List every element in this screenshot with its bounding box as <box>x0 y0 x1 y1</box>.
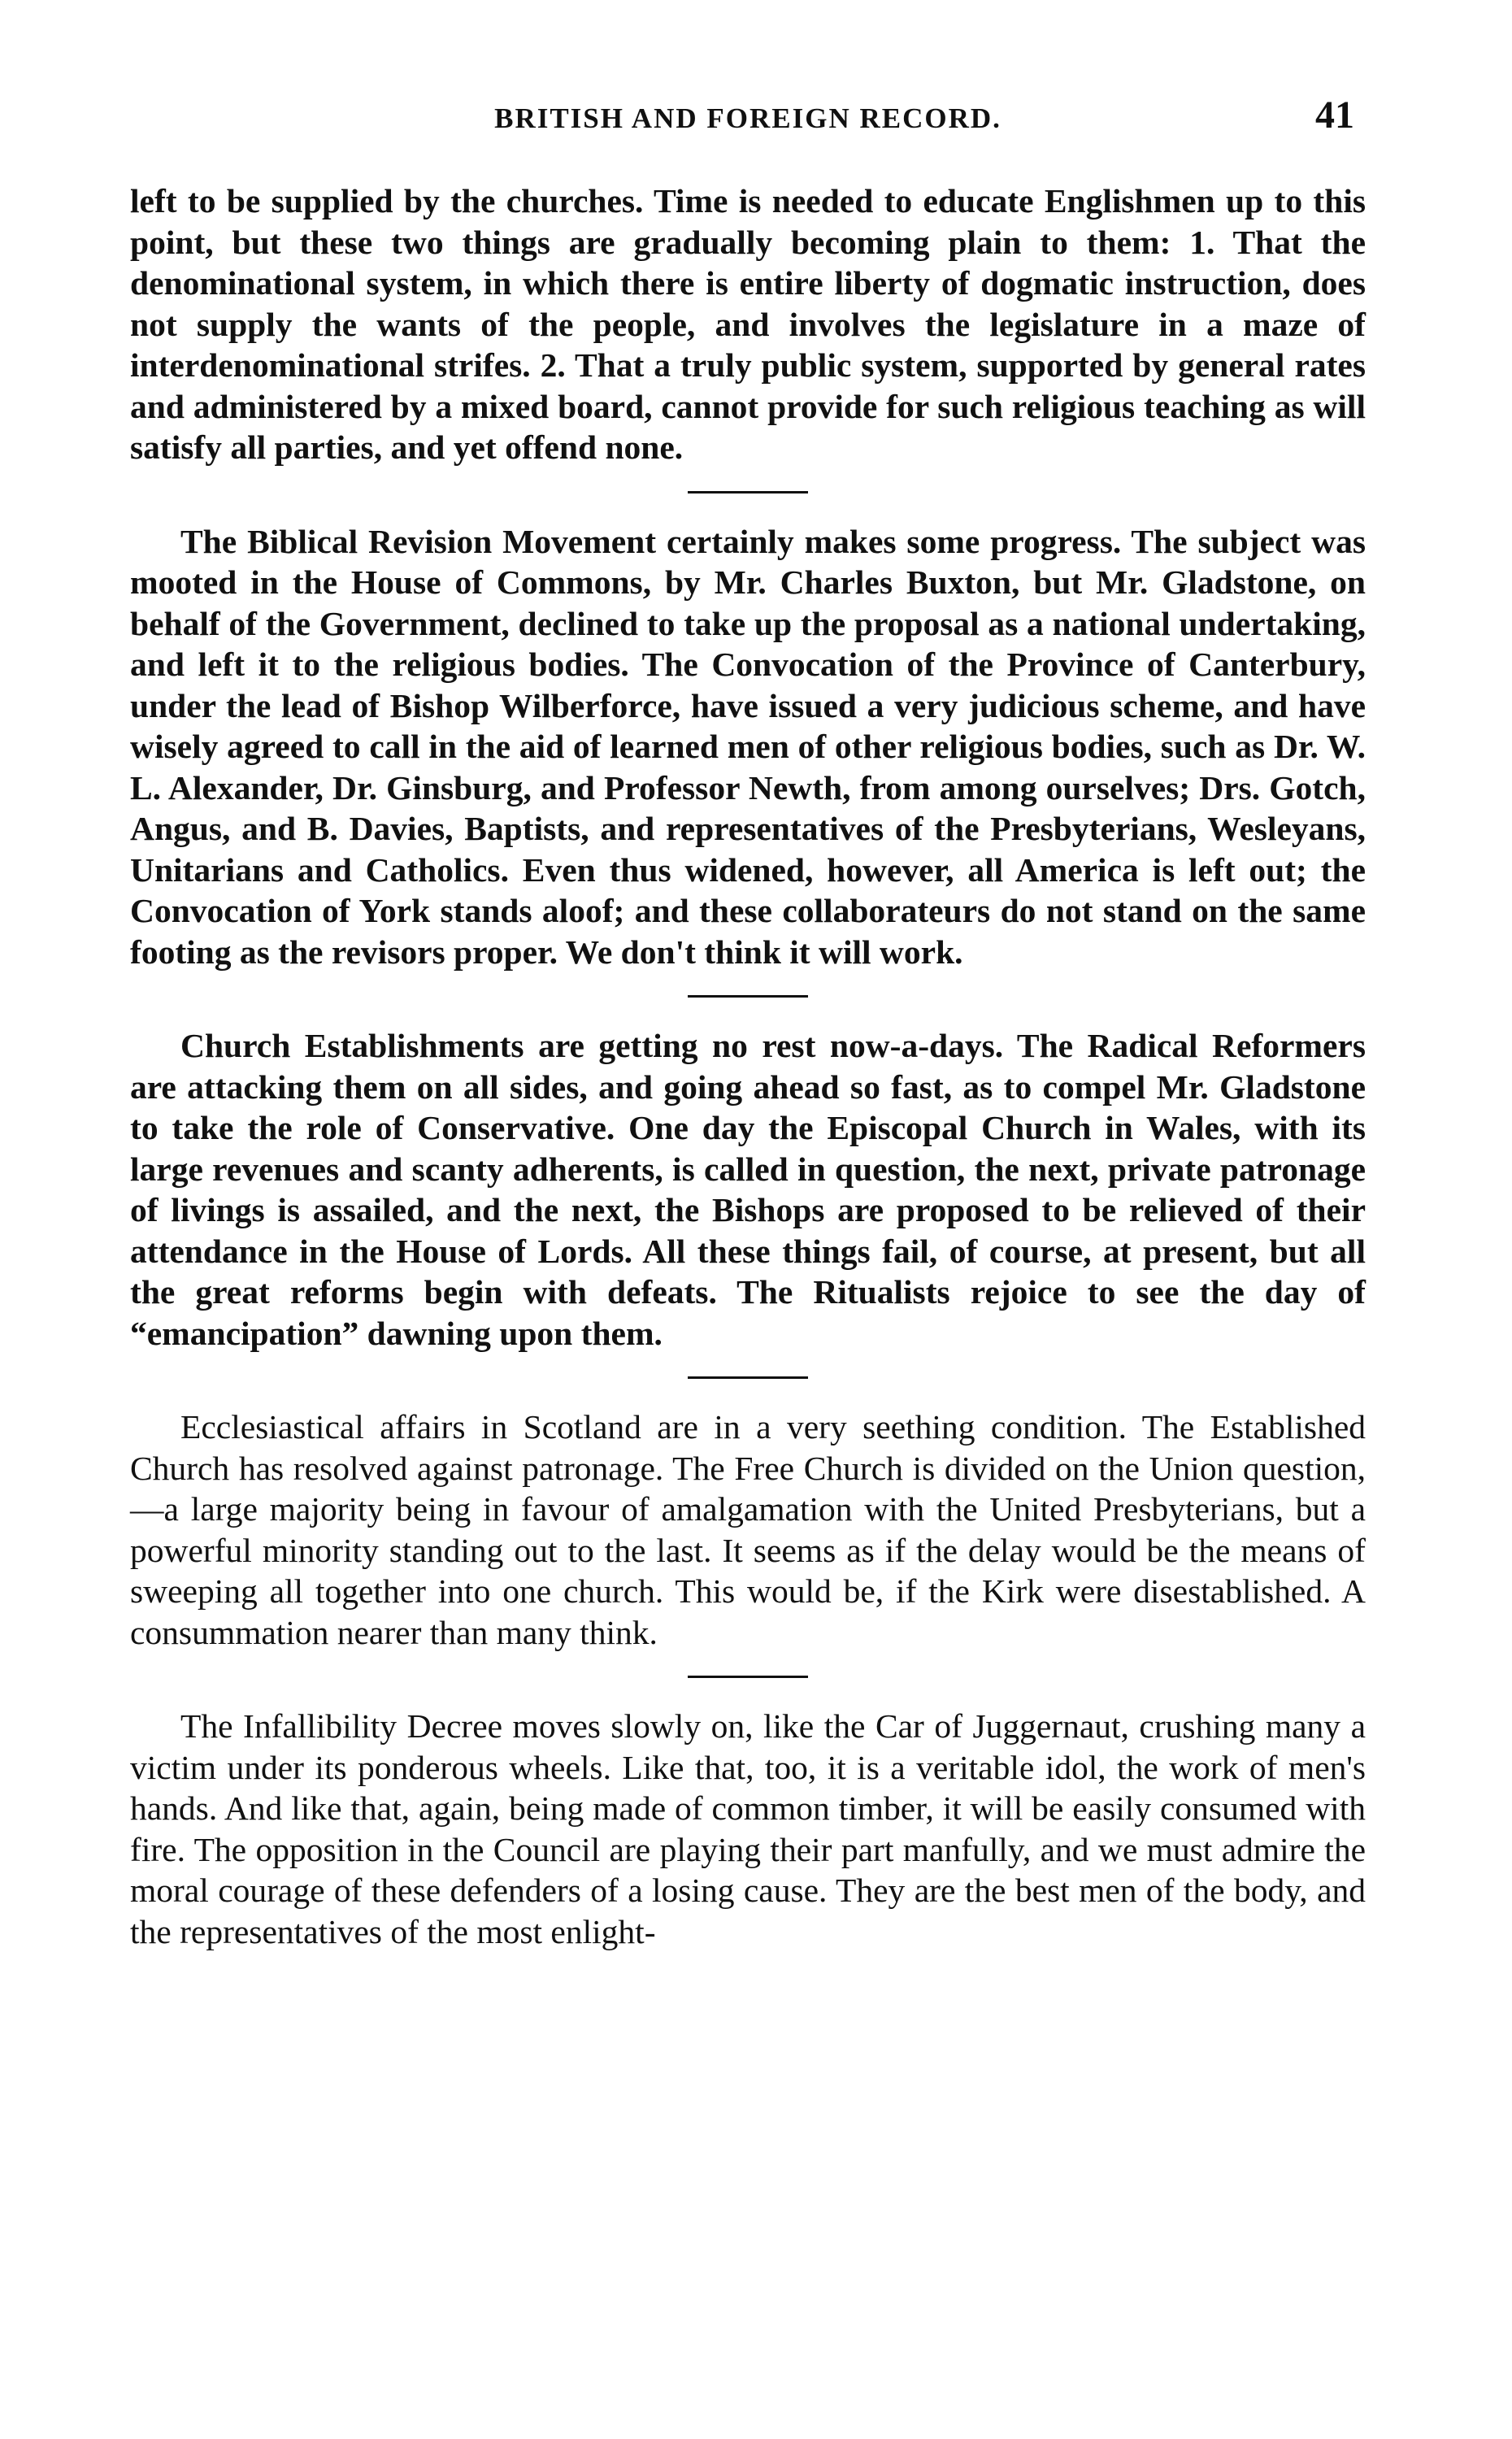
section-divider <box>688 1676 808 1678</box>
paragraph-infallibility: The Infallibility Decree moves slowly on, like the Car of Juggernaut, crushing many a victim under its ponderous wheels. Like that, too, it is a veritable idol, the work of men's hands. And like that, again, being made of common timber, it will be easily consumed with fire. The opposition in the Council are playing their part manfully, and we must admire the moral courage of these defenders of a losing cause. They are the best men of the body, and the representatives of the most enlight- <box>130 1707 1366 1950</box>
section-divider <box>688 1376 808 1379</box>
page-number: 41 <box>1315 93 1354 137</box>
paragraph-education: left to be supplied by the churches. Time is needed to educate Englishmen up to this point, but these two things are gradually becoming plain to them: 1. That the denominational system, in which there is entire liberty of dogmatic instruction, does not supply the wants of the people, and involves the legislature in a maze of interdenominational strifes. 2. That a truly public system, supported by general rates and administered by a mixed board, cannot provide for such religious teaching as will satisfy all parties, and yet offend none. <box>130 182 1366 466</box>
section-divider <box>688 491 808 493</box>
paragraph-scotland: Ecclesiastical affairs in Scotland are in a very seething condition. The Established Church has resolved against patronage. The Free Church is divided on the Union question,—a large majority being in favour of amalgamation with the United Presbyterians, but a powerful minority standing out to the last. It seems as if the delay would be the means of sweeping all together into one church. This would be, if the Kirk were disestablished. A consummation nearer than many think. <box>130 1408 1366 1651</box>
running-title: BRITISH AND FOREIGN RECORD. <box>494 102 1001 134</box>
paragraph-biblical-revision: The Biblical Revision Movement certainly makes some progress. The subject was mooted in the House of Commons, by Mr. Charles Buxton, but Mr. Gladstone, on behalf of the Government, declined to take up the proposal as a national undertaking, and left it to the religious bodies. The Convocation of the Province of Canterbury, under the lead of Bishop Wilberforce, have issued a very judicious scheme, and have wisely agreed to call in the aid of learned men of other religious bodies, such as Dr. W. L. Alexander, Dr. Ginsburg, and Professor Newth, from among ourselves; Drs. Gotch, Angus, and B. Davies, Baptists, and representatives of the Presbyterians, Wesleyans, Unitarians and Catholics. Even thus widened, however, all America is left out; the Convocation of York stands aloof; and these collaborateurs do not stand on the same footing as the revisors proper. We don't think it will work. <box>130 522 1366 971</box>
paragraph-church-establishments: Church Establishments are getting no rest now-a-days. The Radical Reformers are attacking them on all sides, and going ahead so fast, as to compel Mr. Gladstone to take the role of Conservative. One day the Episcopal Church in Wales, with its large revenues and scanty adherents, is called in question, the next, private patronage of livings is assailed, and the next, the Bishops are proposed to be relieved of their attendance in the House of Lords. All these things fail, of course, at present, but all the great reforms begin with defeats. The Ritualists rejoice to see the day of “emancipation” dawning upon them. <box>130 1027 1366 1352</box>
running-header <box>130 89 1366 138</box>
section-divider <box>688 995 808 998</box>
page <box>130 89 1366 1952</box>
